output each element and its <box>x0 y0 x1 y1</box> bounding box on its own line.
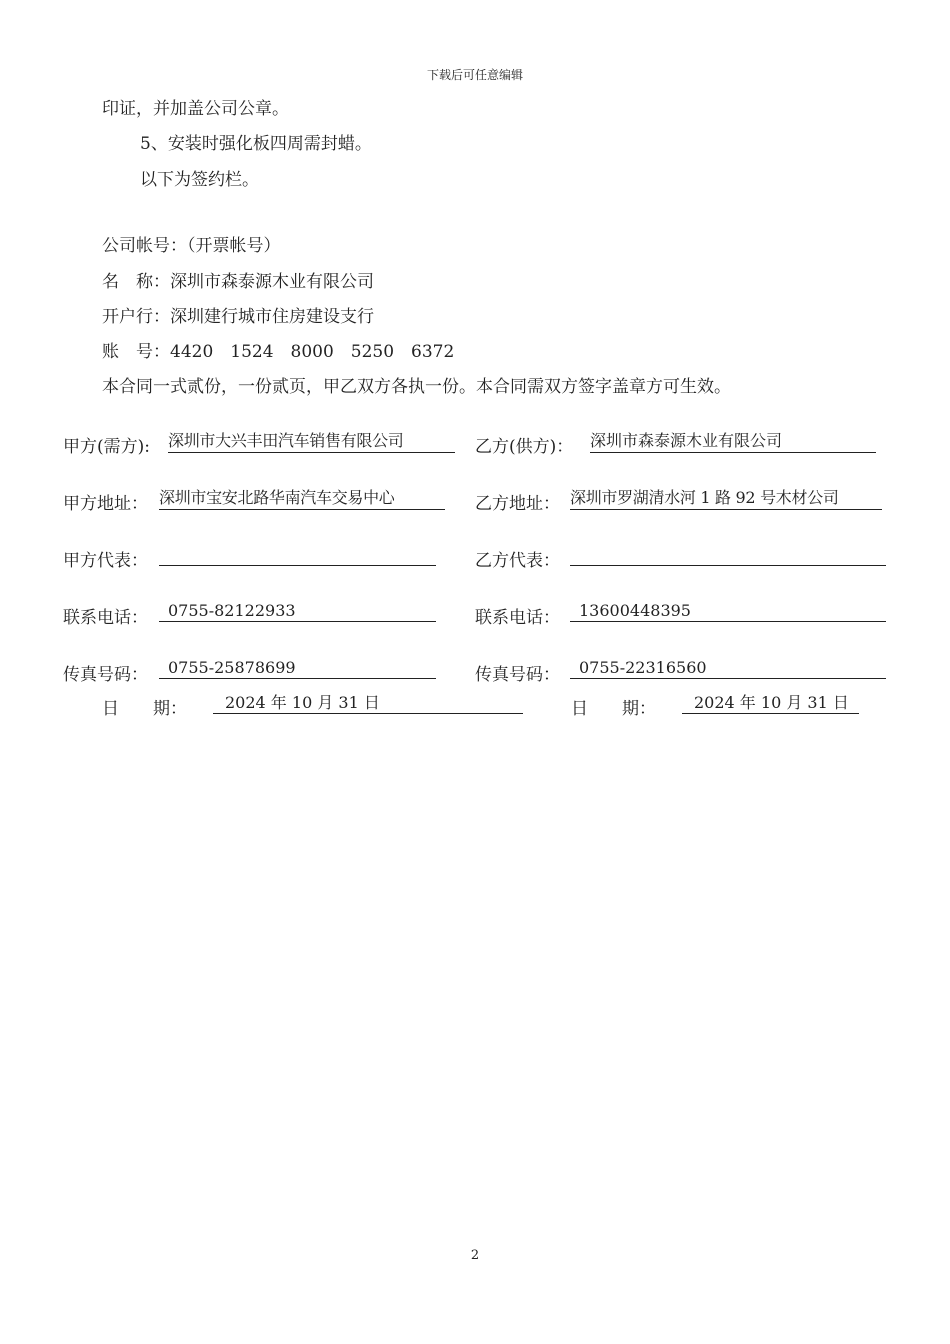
account-heading: 公司帐号：（开票帐号） <box>102 236 281 256</box>
party-b-fax-label: 传真号码： <box>475 665 560 685</box>
party-a-phone-value: 0755-82122933 <box>168 601 296 620</box>
party-a-fax-field[interactable] <box>159 657 436 679</box>
account-number-label: 账 号： <box>102 342 170 362</box>
party-a-fax-label: 传真号码： <box>63 665 148 685</box>
party-a-rep-label: 甲方代表： <box>63 551 148 571</box>
page-number: 2 <box>470 1248 480 1263</box>
party-a-name-field[interactable] <box>168 430 455 453</box>
paragraph-signature-intro: 以下为签约栏。 <box>140 170 259 190</box>
account-name-label: 名 称： <box>102 272 170 292</box>
party-b-phone-field[interactable] <box>570 600 886 622</box>
party-a-phone-label: 联系电话： <box>63 608 148 628</box>
party-a-name-value: 深圳市大兴丰田汽车销售有限公司 <box>168 431 404 450</box>
party-a-address-value: 深圳市宝安北路华南汽车交易中心 <box>159 488 395 507</box>
party-a-date-field[interactable] <box>213 692 523 714</box>
party-a-date-label: 日 期： <box>102 699 187 719</box>
paragraph-wax: 5、安装时强化板四周需封蜡。 <box>140 134 372 154</box>
agreement-text: 本合同一式贰份，一份贰页，甲乙双方各执一份。本合同需双方签字盖章方可生效。 <box>102 377 731 397</box>
party-a-fax-value: 0755-25878699 <box>168 658 296 677</box>
party-a-phone-field[interactable] <box>159 600 436 622</box>
party-b-address-value: 深圳市罗湖清水河 1 路 92 号木材公司 <box>570 488 839 507</box>
account-name-row <box>102 272 374 292</box>
party-b-address-field[interactable] <box>570 487 882 510</box>
party-b-rep-field[interactable] <box>570 543 886 566</box>
party-b-date-label: 日 期： <box>571 699 656 719</box>
party-a-name-label: 甲方(需方): <box>63 437 150 457</box>
party-b-name-value: 深圳市森泰源木业有限公司 <box>590 431 783 450</box>
page-header: 下载后可任意编辑 <box>426 68 523 82</box>
party-b-rep-label: 乙方代表： <box>475 551 560 571</box>
party-b-name-field[interactable] <box>590 430 876 453</box>
party-a-address-field[interactable] <box>159 487 445 510</box>
party-b-fax-field[interactable] <box>570 657 886 679</box>
party-b-date-value: 2024 年 10 月 31 日 <box>694 693 849 712</box>
party-a-address-label: 甲方地址： <box>63 494 148 514</box>
party-b-date-field[interactable] <box>682 692 859 714</box>
party-b-fax-value: 0755-22316560 <box>579 658 707 677</box>
party-a-rep-field[interactable] <box>159 543 436 566</box>
party-b-phone-label: 联系电话： <box>475 608 560 628</box>
account-name-value: 深圳市森泰源木业有限公司 <box>170 272 374 292</box>
account-bank-row <box>102 307 374 327</box>
account-bank-value: 深圳建行城市住房建设支行 <box>170 307 374 327</box>
account-bank-label: 开户行： <box>102 307 170 327</box>
party-b-name-label: 乙方(供方)： <box>475 437 574 457</box>
account-number-value: 4420 1524 8000 5250 6372 <box>170 342 455 362</box>
account-number-row <box>102 342 454 362</box>
paragraph-seal: 印证，并加盖公司公章。 <box>102 99 289 119</box>
party-a-date-value: 2024 年 10 月 31 日 <box>225 693 380 712</box>
party-b-phone-value: 13600448395 <box>579 601 691 620</box>
party-b-address-label: 乙方地址： <box>475 494 560 514</box>
